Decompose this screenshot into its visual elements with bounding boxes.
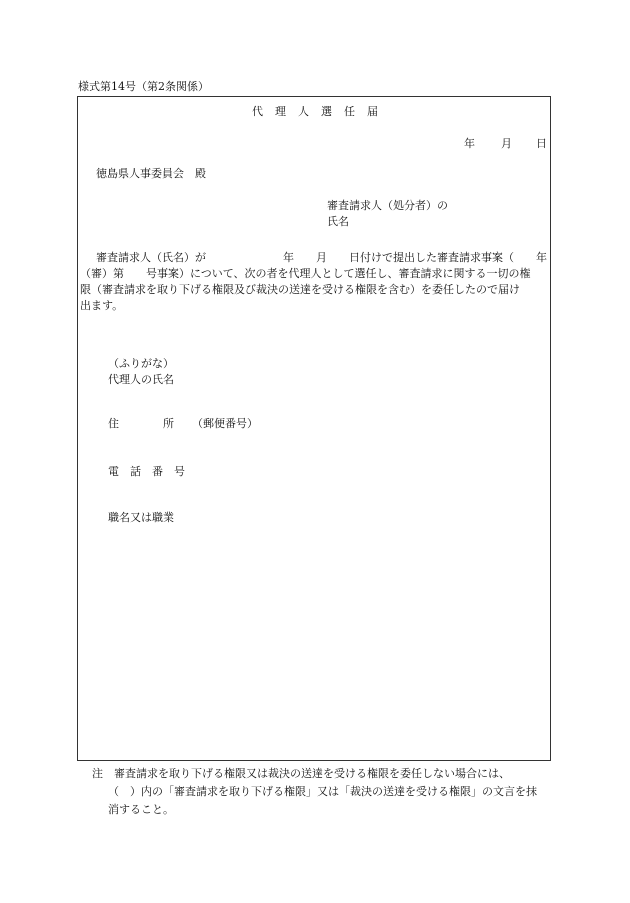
note-line-2: （ ）内の「審査請求を取り下げる権限」又は「裁決の送達を受ける権限」の文言を抹: [108, 785, 537, 798]
body-line-4: 出ます。: [80, 299, 124, 312]
note-line-3: 消すること。: [108, 803, 174, 816]
address-label: 住 所: [108, 417, 174, 430]
form-number: 様式第14号（第2条関係）: [78, 80, 209, 93]
form-title: 代理人選任届: [252, 105, 390, 118]
addressee: 徳島県人事委員会 殿: [96, 167, 206, 180]
phone-label: 電 話 番 号: [108, 465, 185, 478]
occupation-label: 職名又は職業: [108, 511, 174, 524]
date-year-label: 年: [464, 137, 475, 150]
date-month-label: 月: [501, 137, 512, 150]
requester-name-label: 氏名: [327, 215, 349, 228]
note-line-1: 注 審査請求を取り下げる権限又は裁決の送達を受ける権限を委任しない場合には、: [92, 767, 510, 780]
agent-name-label: 代理人の氏名: [108, 373, 174, 386]
requester-label: 審査請求人（処分者）の: [327, 199, 448, 212]
date-day-label: 日: [536, 137, 547, 150]
body-line-2: （審）第 号事案）について、次の者を代理人として選任し、審査請求に関する一切の権: [80, 267, 531, 280]
body-line-3: 限（審査請求を取り下げる権限及び裁決の送達を受ける権限を含む）を委任したので届け: [80, 283, 520, 296]
body-line-1: 審査請求人（氏名）が 年 月 日付けで提出した審査請求事案（ 年: [96, 251, 547, 264]
postal-code-label: （郵便番号）: [192, 417, 258, 430]
furigana-label: （ふりがな）: [108, 357, 174, 370]
